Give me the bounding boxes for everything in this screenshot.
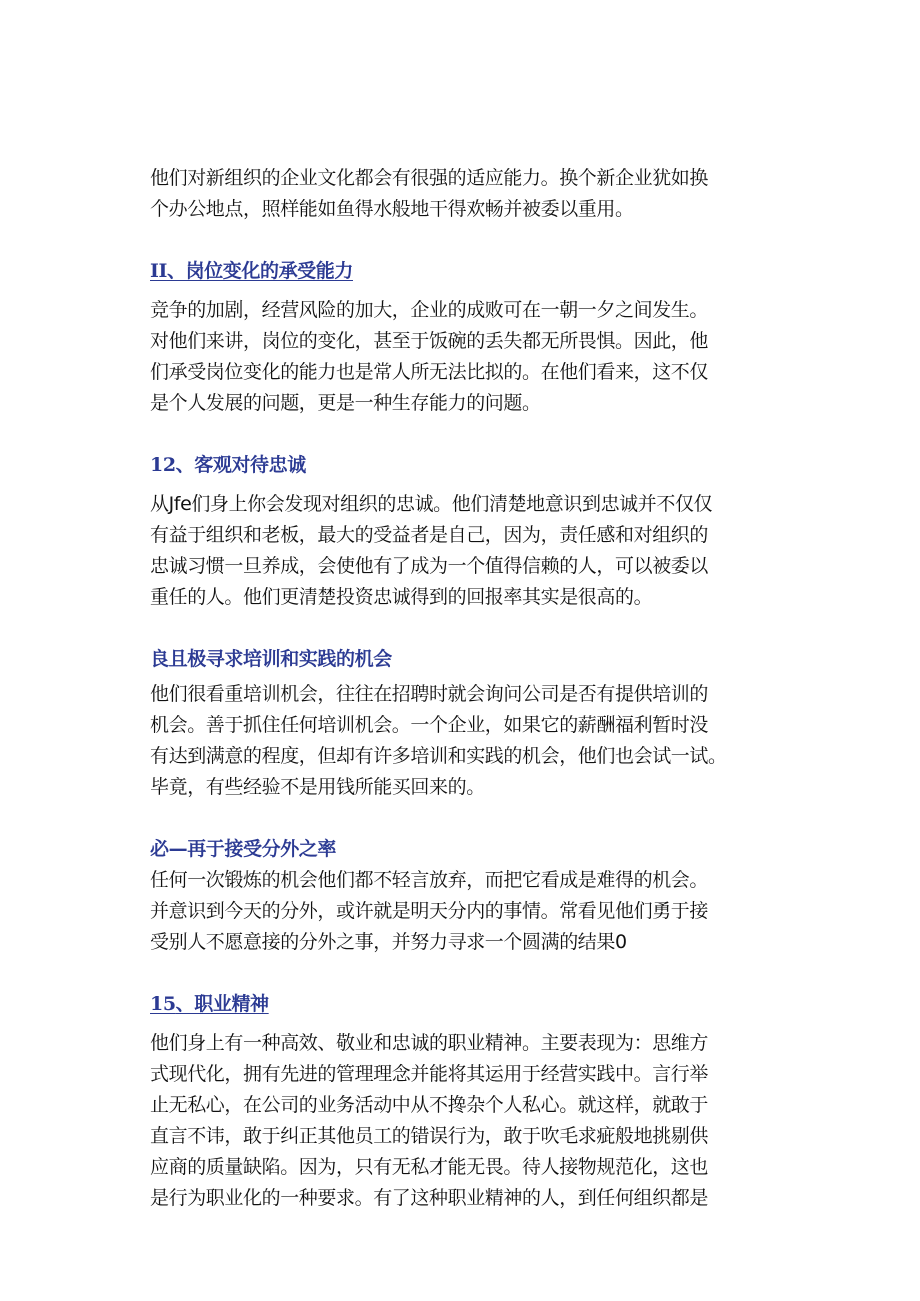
text-line: 重任的人。他们更清楚投资忠诚得到的回报率其实是很高的。 [150, 586, 653, 608]
text-line: 有益于组织和老板，最大的受益者是自己，因为，责任感和对组织的 [150, 524, 709, 546]
intro-paragraph [150, 163, 760, 225]
text-line: 直言不讳，敢于纠正其他员工的错误行为，敢于吹毛求疵般地挑剔供 [150, 1125, 709, 1147]
section-15-heading [150, 989, 760, 1020]
text-line: 们承受岗位变化的能力也是常人所无法比拟的。在他们看来，这不仅 [150, 361, 709, 383]
section-title: 、职业精神 [175, 993, 269, 1015]
text-line: 是行为职业化的一种要求。有了这种职业精神的人，到任何组织都是 [150, 1187, 709, 1209]
text-line: 他们对新组织的企业文化都会有很强的适应能力。换个新企业犹如换 [150, 167, 709, 189]
section-12-paragraph [150, 489, 760, 613]
text-line: 毕竟，有些经验不是用钱所能买回来的。 [150, 776, 485, 798]
text-line: 是个人发展的问题，更是一种生存能力的问题。 [150, 392, 541, 414]
section-13-paragraph [150, 679, 760, 803]
text-line: 式现代化，拥有先进的管理理念并能将其运用于经营实践中。言行举 [150, 1063, 709, 1085]
section-14-paragraph [150, 865, 760, 958]
section-title: 、客观对待忠诚 [175, 454, 306, 476]
section-15-paragraph [150, 1028, 760, 1214]
text-line: 任何一次锻炼的机会他们都不轻言放弃，而把它看成是难得的机会。 [150, 869, 709, 891]
text-line: 他们很看重培训机会，往往在招聘时就会询问公司是否有提供培训的 [150, 683, 709, 705]
text-line: 个办公地点，照样能如鱼得水般地干得欢畅并被委以重用。 [150, 198, 634, 220]
section-number: II [150, 260, 167, 282]
text-line: 从Jfe们身上你会发现对组织的忠诚。他们清楚地意识到忠诚并不仅仅 [150, 493, 713, 515]
text-line: 忠诚习惯一旦养成，会使他有了成为一个值得信赖的人，可以被委以 [150, 555, 709, 577]
section-13-heading [150, 644, 760, 675]
section-number: 15 [150, 993, 176, 1015]
section-11-heading [150, 256, 760, 287]
text-line: 应商的质量缺陷。因为，只有无私才能无畏。待人接物规范化，这也 [150, 1156, 709, 1178]
text-line: 机会。善于抓住任何培训机会。一个企业，如果它的薪酬福利暂时没 [150, 714, 709, 736]
section-number: 12 [150, 454, 176, 476]
section-14-heading [150, 834, 760, 865]
text-line: 他们身上有一种高效、敬业和忠诚的职业精神。主要表现为：思维方 [150, 1032, 709, 1054]
text-line: 对他们来讲，岗位的变化，甚至于饭碗的丢失都无所畏惧。因此，他 [150, 330, 709, 352]
text-line: 并意识到今天的分外，或许就是明天分内的事情。常看见他们勇于接 [150, 900, 709, 922]
section-title: 、岗位变化的承受能力 [166, 260, 353, 282]
text-line: 受别人不愿意接的分外之事，并努力寻求一个圆满的结果0 [150, 931, 627, 953]
section-11-paragraph [150, 295, 760, 419]
text-line: 止无私心，在公司的业务活动中从不搀杂个人私心。就这样，就敢于 [150, 1094, 709, 1116]
section-title: 良且极寻求培训和实践的机会 [150, 648, 392, 670]
text-line: 竞争的加剧，经营风险的加大，企业的成败可在一朝一夕之间发生。 [150, 299, 709, 321]
section-12-heading [150, 450, 760, 481]
text-line: 有达到满意的程度，但却有许多培训和实践的机会，他们也会试一试。 [150, 745, 727, 767]
document-page [150, 163, 760, 1214]
section-title: 必—再于接受分外之率 [150, 838, 337, 860]
